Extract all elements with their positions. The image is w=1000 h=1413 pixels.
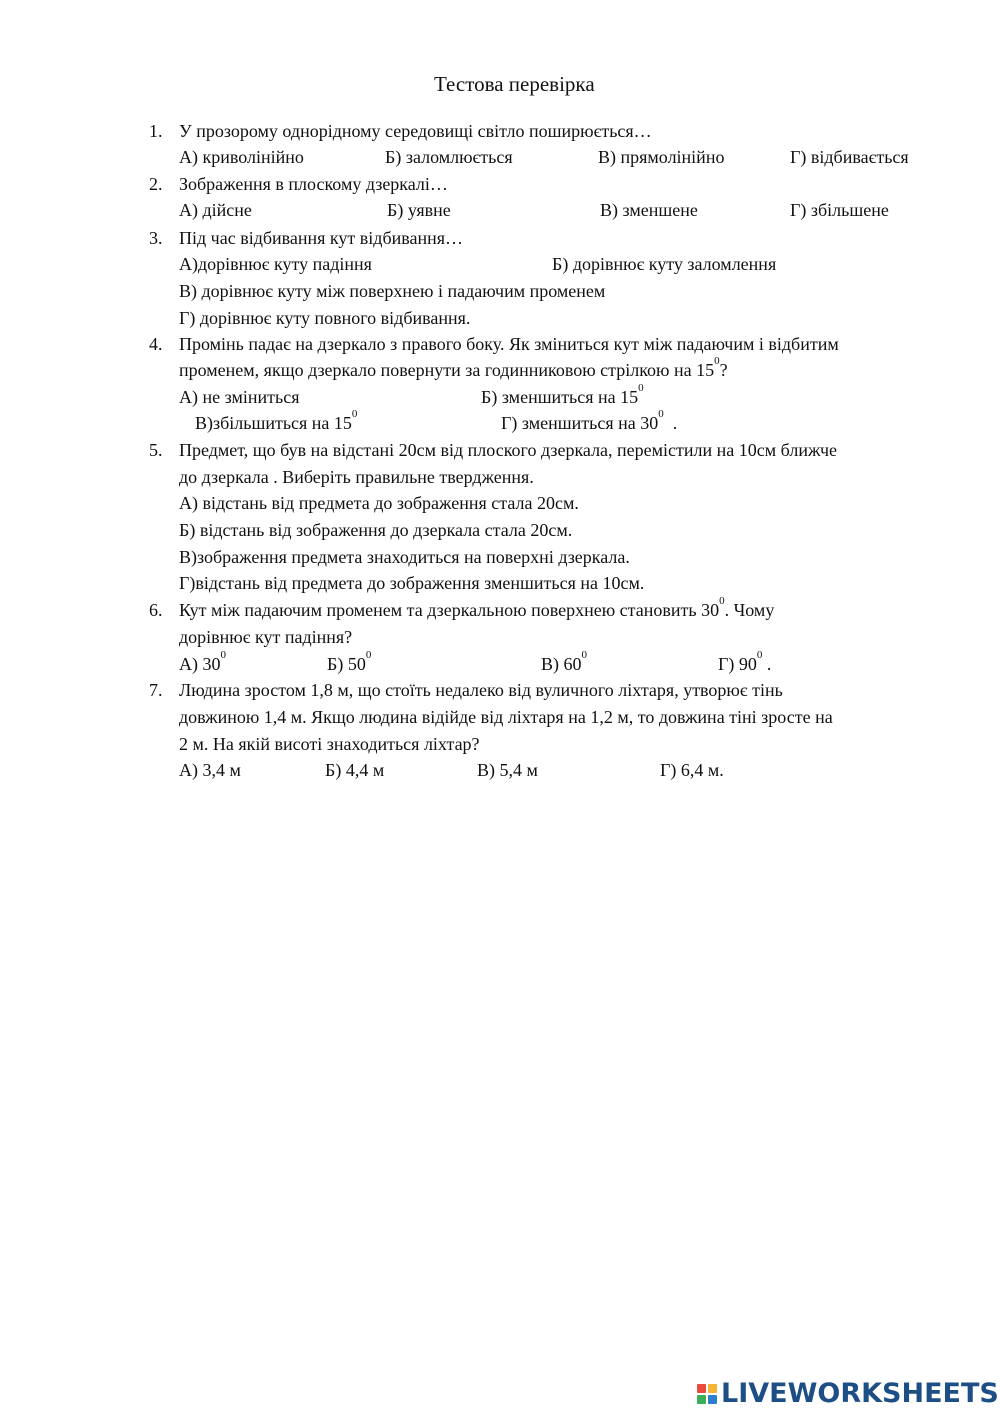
- question-text-line-1: Людина зростом 1,8 м, що стоїть недалеко від вуличного ліхтаря, утворює тінь: [179, 680, 783, 700]
- option-a[interactable]: А) відстань від предмета до зображення стала 20см.: [179, 493, 579, 513]
- option-label: Б) зменшиться на 15: [481, 387, 639, 407]
- option-period: .: [766, 654, 772, 674]
- option-v[interactable]: В) дорівнює куту між поверхнею і падаючим променем: [179, 281, 606, 301]
- question-number: 1.: [149, 121, 163, 141]
- option-a[interactable]: А) дійсне: [179, 200, 252, 220]
- degree-superscript: 0: [714, 355, 720, 367]
- question-number: 4.: [149, 334, 163, 354]
- question-text-part: . Чому: [724, 600, 775, 620]
- option-a[interactable]: А) не зміниться: [179, 387, 300, 407]
- option-a[interactable]: А) криволінійно: [179, 147, 304, 167]
- option-label: В) 60: [541, 654, 582, 674]
- option-v[interactable]: В) зменшене: [600, 200, 698, 220]
- question-text-line-2: дорівнює кут падіння?: [179, 627, 353, 647]
- question-text: У прозорому однорідному середовищі світло поширюється…: [179, 121, 652, 141]
- option-label: В)збільшиться на 15: [195, 413, 352, 433]
- question-text-line-1: [179, 595, 775, 621]
- degree-superscript: 0: [351, 408, 358, 420]
- degree-superscript: 0: [638, 382, 644, 394]
- question-text-line-2: до дзеркала . Виберіть правильне твердження.: [179, 467, 534, 487]
- logo-block-yellow: [708, 1384, 717, 1393]
- option-g[interactable]: Г) збільшене: [790, 200, 889, 220]
- question-number: 3.: [149, 228, 163, 248]
- option-g[interactable]: [718, 649, 772, 675]
- question-text-part: променем, якщо дзеркало повернути за годинниковою стрілкою на 15: [179, 360, 715, 380]
- option-b[interactable]: Б) заломлюється: [385, 147, 513, 167]
- question-text-line-3: 2 м. На якій висоті знаходиться ліхтар?: [179, 734, 480, 754]
- question-text-part: Кут між падаючим променем та дзеркальною поверхнею становить 30: [179, 600, 720, 620]
- option-period: .: [672, 413, 678, 433]
- question-text-line-1: Предмет, що був на відстані 20см від плоского дзеркала, перемістили на 10см ближче: [179, 440, 838, 460]
- degree-superscript: 0: [756, 649, 763, 661]
- option-v[interactable]: В)зображення предмета знаходиться на поверхні дзеркала.: [179, 547, 630, 567]
- option-g[interactable]: Г) 6,4 м.: [660, 760, 724, 780]
- question-number: 5.: [149, 440, 163, 460]
- option-label: Г) 90: [718, 654, 757, 674]
- option-a[interactable]: А)дорівнює куту падіння: [179, 254, 372, 274]
- option-v[interactable]: [195, 408, 358, 434]
- logo-block-red: [697, 1384, 706, 1393]
- logo-block-blue: [708, 1395, 717, 1404]
- option-b[interactable]: Б) уявне: [387, 200, 451, 220]
- page-title: Тестова перевірка: [434, 72, 595, 96]
- option-b[interactable]: [481, 382, 644, 408]
- option-v[interactable]: В) 5,4 м: [477, 760, 538, 780]
- logo-icon: [697, 1384, 717, 1404]
- option-label: Г) зменшиться на 30: [501, 413, 659, 433]
- question-text-part: ?: [719, 360, 728, 380]
- question-text-line-2: [179, 355, 728, 381]
- option-b[interactable]: [327, 649, 372, 675]
- option-a[interactable]: [179, 649, 226, 675]
- logo-block-green: [697, 1395, 706, 1404]
- option-label: Б) 50: [327, 654, 366, 674]
- option-a[interactable]: А) 3,4 м: [179, 760, 241, 780]
- question-text: Під час відбивання кут відбивання…: [179, 228, 464, 248]
- liveworksheets-logo: [697, 1378, 999, 1409]
- degree-superscript: 0: [365, 649, 372, 661]
- question-text-line-2: довжиною 1,4 м. Якщо людина відійде від ліхтаря на 1,2 м, то довжина тіні зросте на: [179, 707, 833, 727]
- option-g[interactable]: [501, 408, 678, 434]
- question-number: 2.: [149, 174, 163, 194]
- question-number: 6.: [149, 600, 163, 620]
- option-g[interactable]: Г) дорівнює куту повного відбивання.: [179, 308, 471, 328]
- degree-superscript: 0: [220, 649, 226, 661]
- degree-superscript: 0: [658, 408, 664, 420]
- option-b[interactable]: Б) відстань від зображення до дзеркала стала 20см.: [179, 520, 573, 540]
- option-label: А) 30: [179, 654, 221, 674]
- logo-text: LIVEWORKSHEETS: [721, 1378, 999, 1409]
- option-v[interactable]: В) прямолінійно: [598, 147, 725, 167]
- option-g[interactable]: Г) відбивається: [790, 147, 909, 167]
- question-number: 7.: [149, 680, 163, 700]
- option-g[interactable]: Г)відстань від предмета до зображення зменшиться на 10см.: [179, 573, 645, 593]
- option-b[interactable]: Б) дорівнює куту заломлення: [552, 254, 777, 274]
- degree-superscript: 0: [719, 595, 725, 607]
- option-b[interactable]: Б) 4,4 м: [325, 760, 385, 780]
- question-text-line-1: Промінь падає на дзеркало з правого боку. Як зміниться кут між падаючим і відбитим: [179, 334, 839, 354]
- option-v[interactable]: [541, 649, 587, 675]
- question-text: Зображення в плоскому дзеркалі…: [179, 174, 448, 194]
- degree-superscript: 0: [581, 649, 587, 661]
